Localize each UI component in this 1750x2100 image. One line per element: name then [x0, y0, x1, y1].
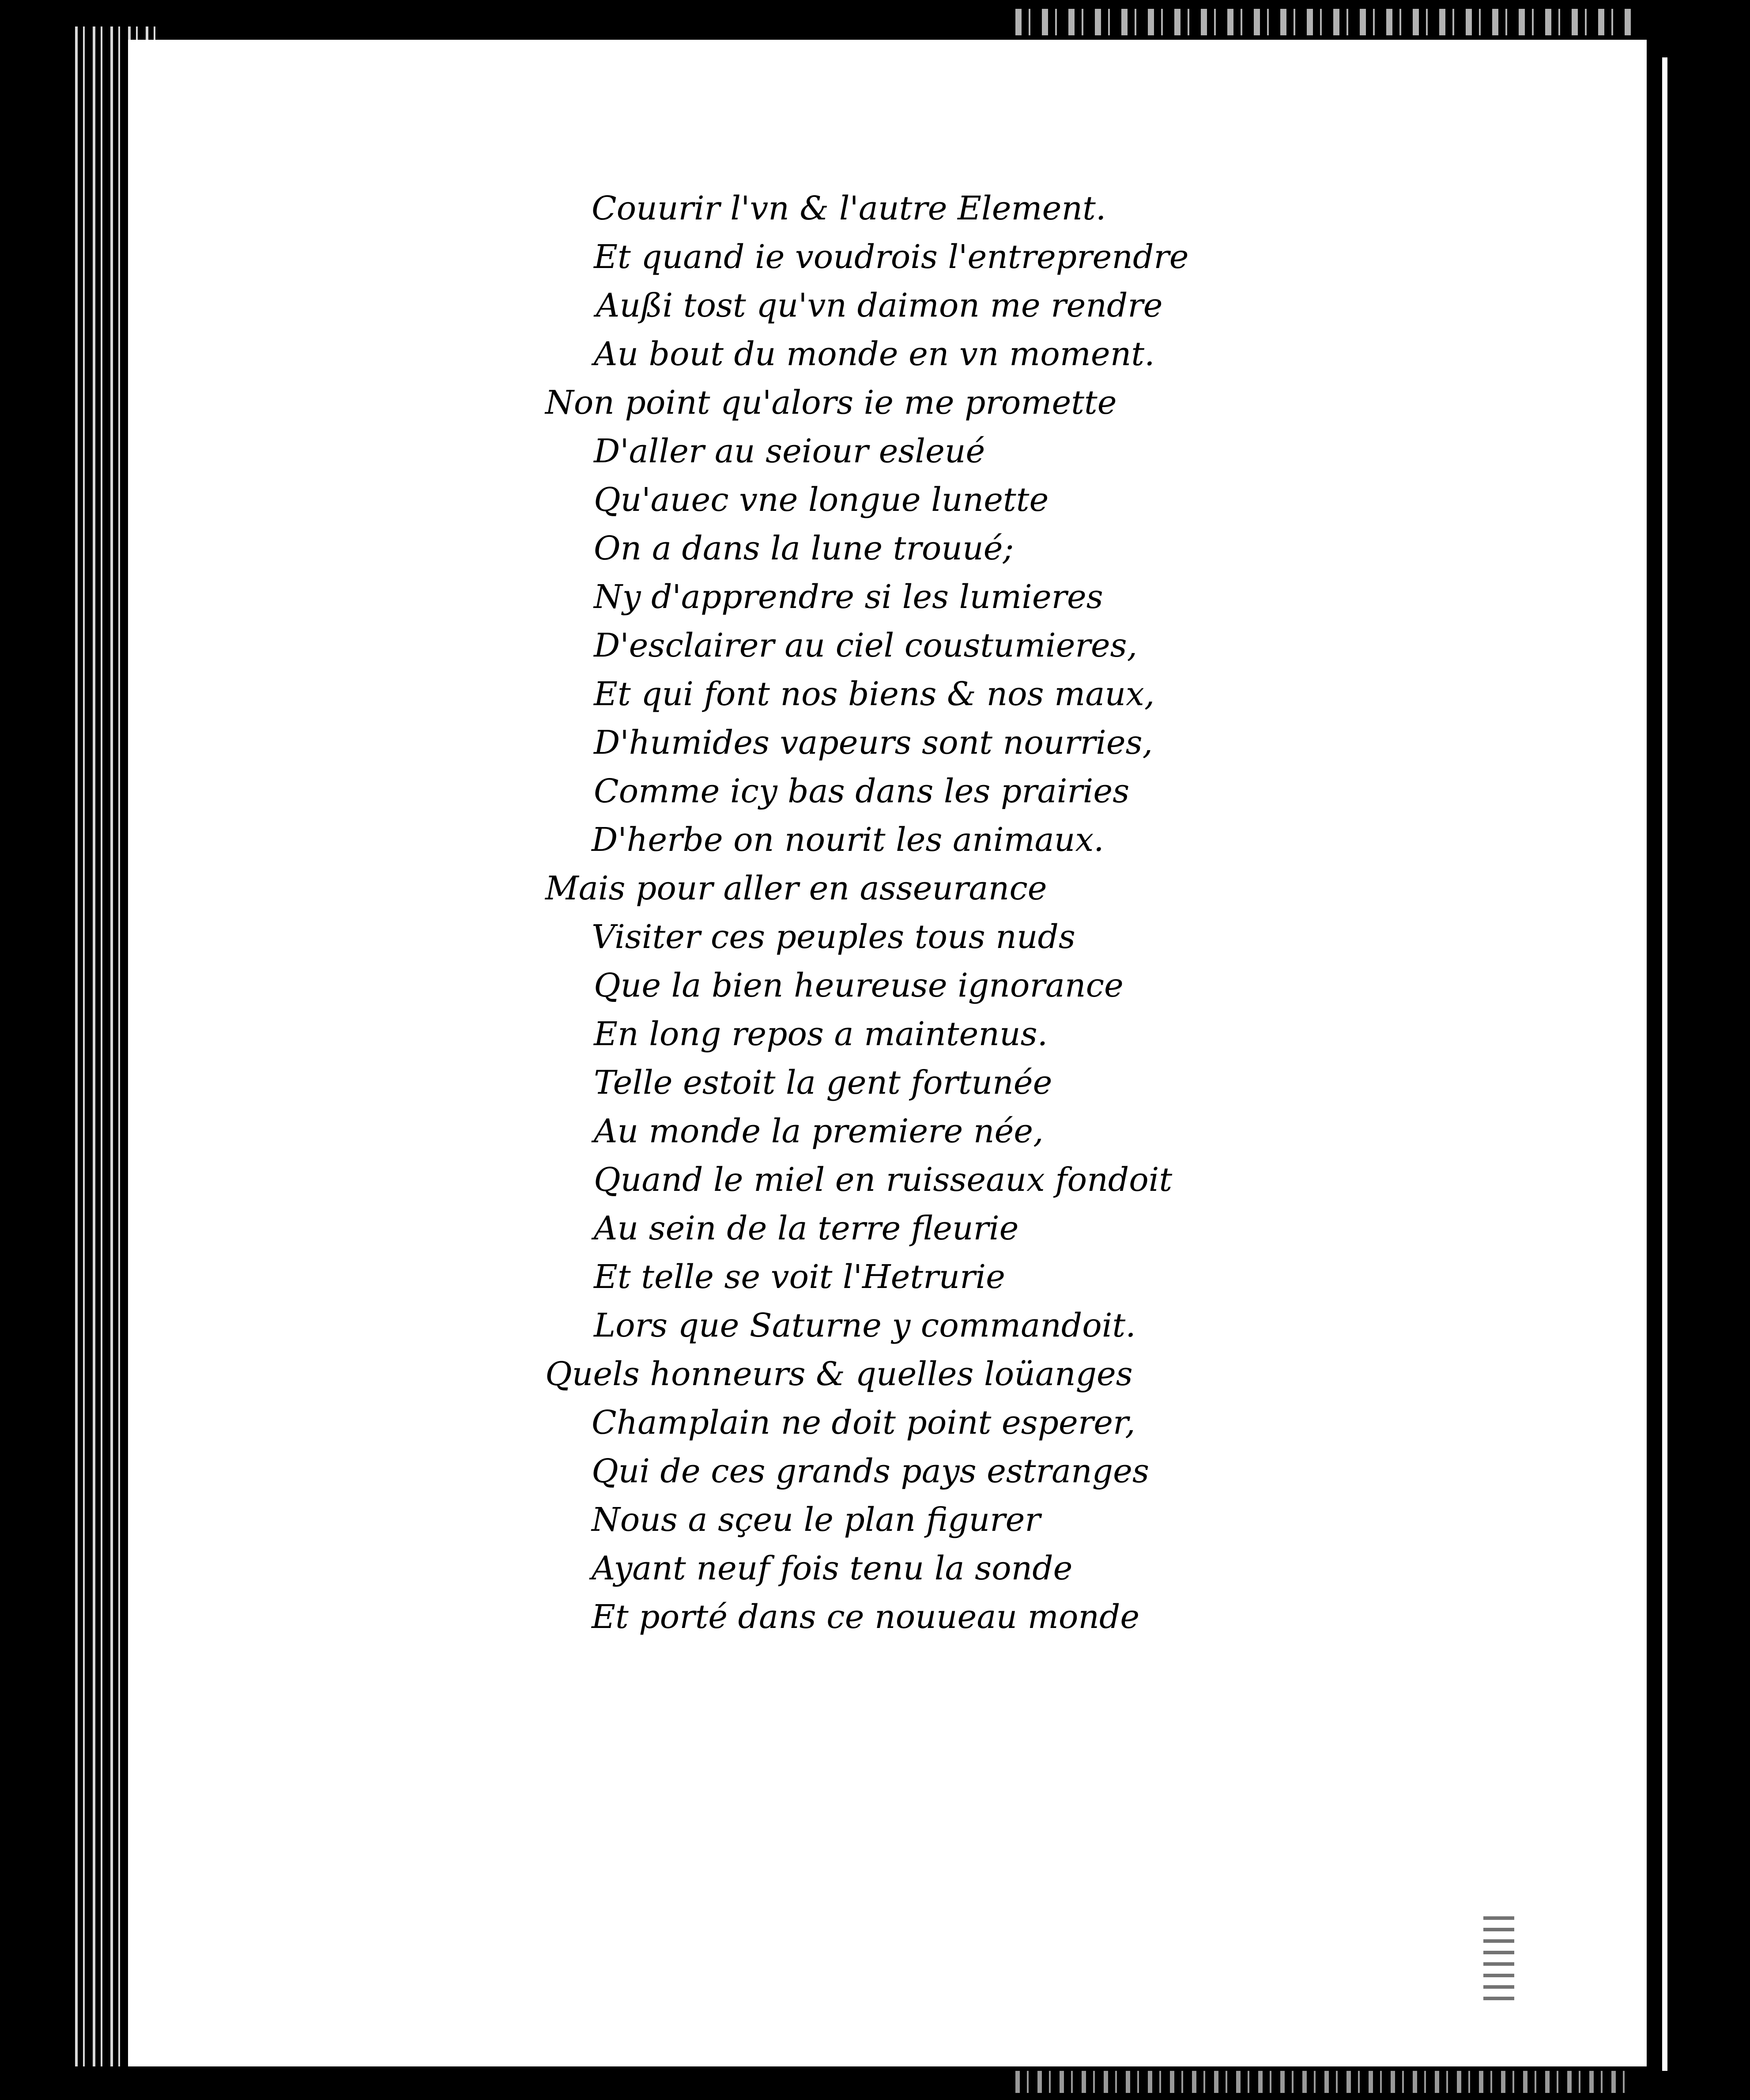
- poem-line: Et quand ie voudrois l'entreprendre: [594, 238, 1189, 276]
- poem-line: Champlain ne doit point esperer,: [592, 1404, 1135, 1442]
- poem-line: Comme icy bas dans les prairies: [594, 772, 1130, 810]
- poem-line: On a dans la lune trouué;: [594, 529, 1014, 567]
- poem-line: Mais pour aller en asseurance: [545, 869, 1047, 907]
- poem-line: D'herbe on nourit les animaux.: [592, 821, 1104, 859]
- poem-line: Ny d'apprendre si les lumieres: [594, 578, 1103, 616]
- poem-line: Non point qu'alors ie me promette: [545, 384, 1117, 422]
- poem-line: Außi tost qu'vn daimon me rendre: [596, 287, 1163, 325]
- poem-line: Au sein de la terre fleurie: [594, 1209, 1019, 1247]
- poem-line: Et qui font nos biens & nos maux,: [594, 675, 1155, 713]
- poem-line: Au monde la premiere née,: [594, 1112, 1044, 1150]
- poem-line: Quels honneurs & quelles loüanges: [545, 1355, 1133, 1393]
- poem-line: D'esclairer au ciel coustumieres,: [594, 627, 1138, 665]
- poem-line: Lors que Saturne y commandoit.: [594, 1307, 1136, 1345]
- poem-line: Et telle se voit l'Hetrurie: [594, 1258, 1005, 1296]
- poem-line: En long repos a maintenus.: [594, 1015, 1048, 1053]
- poem-line: Visiter ces peuples tous nuds: [592, 918, 1075, 956]
- poem-line: Au bout du monde en vn moment.: [594, 335, 1155, 373]
- poem-line: D'humides vapeurs sont nourries,: [594, 724, 1153, 762]
- poem-line: Et porté dans ce nouueau monde: [592, 1598, 1140, 1636]
- poem-line: Telle estoit la gent fortunée: [594, 1064, 1052, 1102]
- poem-line: D'aller au seiour esleué: [594, 432, 985, 470]
- poem-line: Nous a sçeu le plan figurer: [592, 1501, 1041, 1539]
- poem-line: Couurir l'vn & l'autre Element.: [592, 189, 1106, 227]
- poem-line: Quand le miel en ruisseaux fondoit: [594, 1161, 1173, 1199]
- poem-line: Ayant neuf fois tenu la sonde: [592, 1549, 1073, 1587]
- poem-line: Qu'auec vne longue lunette: [594, 481, 1049, 519]
- poem-line: Que la bien heureuse ignorance: [594, 967, 1124, 1005]
- poem-line: Qui de ces grands pays estranges: [592, 1452, 1149, 1490]
